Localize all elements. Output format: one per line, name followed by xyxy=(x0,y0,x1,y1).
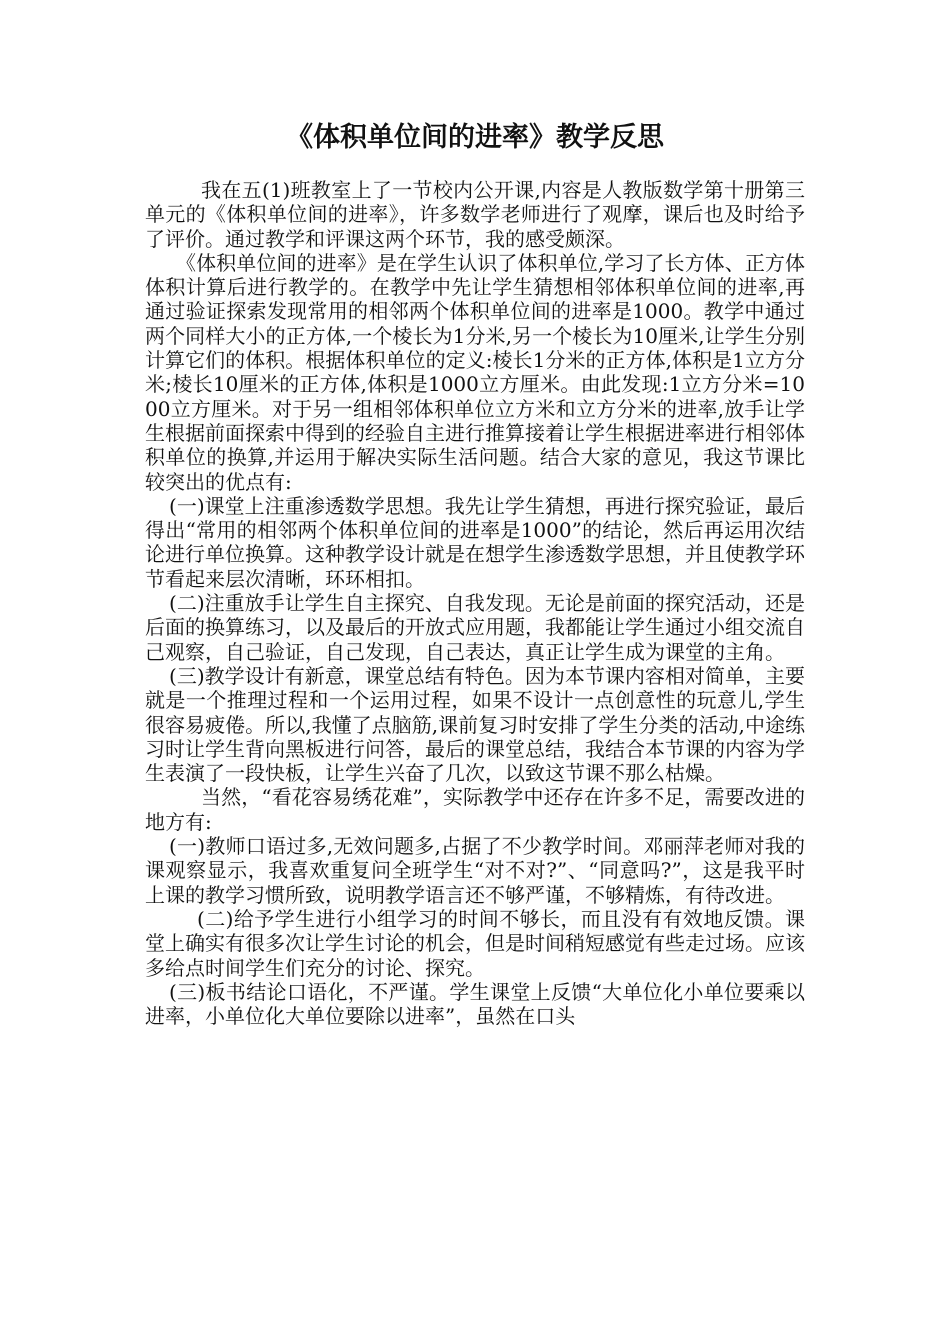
paragraph-shortcoming-1: (一)教师口语过多,无效问题多,占据了不少教学时间。邓丽萍老师对我的课观察显示，我喜欢重复问全班学生“对不对?”、“同意吗?”，这是我平时上课的教学习惯所致，说明教学语言还不够严谨，不够精炼，有待改进。 xyxy=(145,834,805,907)
paragraph-shortcoming-2: (二)给予学生进行小组学习的时间不够长，而且没有有效地反馈。课堂上确实有很多次让学生讨论的机会，但是时间稍短感觉有些走过场。应该多给点时间学生们充分的讨论、探究。 xyxy=(145,906,805,980)
paragraph-strength-2: (二)注重放手让学生自主探究、自我发现。无论是前面的探究活动，还是后面的换算练习，以及最后的开放式应用题，我都能让学生通过小组交流自己观察，自己验证，自己发现，自己表达，真正让学生成为课堂的主角。 xyxy=(145,591,805,664)
document-title: 《体积单位间的进率》教学反思 xyxy=(286,122,664,153)
paragraph-lesson-overview: 《体积单位间的进率》是在学生认识了体积单位,学习了长方体、正方体体积计算后进行教学的。在教学中先让学生猜想相邻体积单位间的进率,再通过验证探索发现常用的相邻两个体积单位间的进率是1000。教学中通过两个同样大小的正方体,一个棱长为1分米,另一个棱长为10厘米,让学生分别计算它们的体积。根据体积单位的定义:棱长1分米的正方体,体积是1立方分米;棱长10厘米的正方体,体积是1000立方厘米。由此发现:1立方分米=1000立方厘米。对于另一组相邻体积单位立方米和立方分米的进率,放手让学生根据前面探索中得到的经验自主进行推算接着让学生根据进率进行相邻体积单位的换算,并运用于解决实际生活问题。结合大家的意见，我这节课比较突出的优点有: xyxy=(145,250,805,494)
paragraph-intro: 我在五(1)班教室上了一节校内公开课,内容是人教版数学第十册第三单元的《体积单位间的进率》，许多数学老师进行了观摩，课后也及时给予了评价。通过教学和评课这两个环节，我的感受颇深。 xyxy=(145,178,805,251)
document-body xyxy=(145,178,805,1028)
paragraph-strength-1: (一)课堂上注重渗透数学思想。我先让学生猜想，再进行探究验证，最后得出“常用的相邻两个体积单位间的进率是1000”的结论，然后再运用次结论进行单位换算。这种教学设计就是在想学生渗透数学思想，并且使教学环节看起来层次清晰，环环相扣。 xyxy=(145,493,805,591)
paragraph-strength-3: (三)教学设计有新意，课堂总结有特色。因为本节课内容相对简单，主要就是一个推理过程和一个运用过程，如果不设计一点创意性的玩意儿,学生很容易疲倦。所以,我懂了点脑筋,课前复习时安排了学生分类的活动,中途练习时让学生背向黑板进行问答，最后的课堂总结，我结合本节课的内容为学生表演了一段快板，让学生兴奋了几次，以致这节课不那么枯燥。 xyxy=(145,663,805,786)
paragraph-shortcomings-intro: 当然，“看花容易绣花难”，实际教学中还存在许多不足，需要改进的地方有: xyxy=(145,785,805,834)
paragraph-shortcoming-3: (三)板书结论口语化，不严谨。学生课堂上反馈“大单位化小单位要乘以进率，小单位化大单位要除以进率”，虽然在口头 xyxy=(145,979,805,1029)
